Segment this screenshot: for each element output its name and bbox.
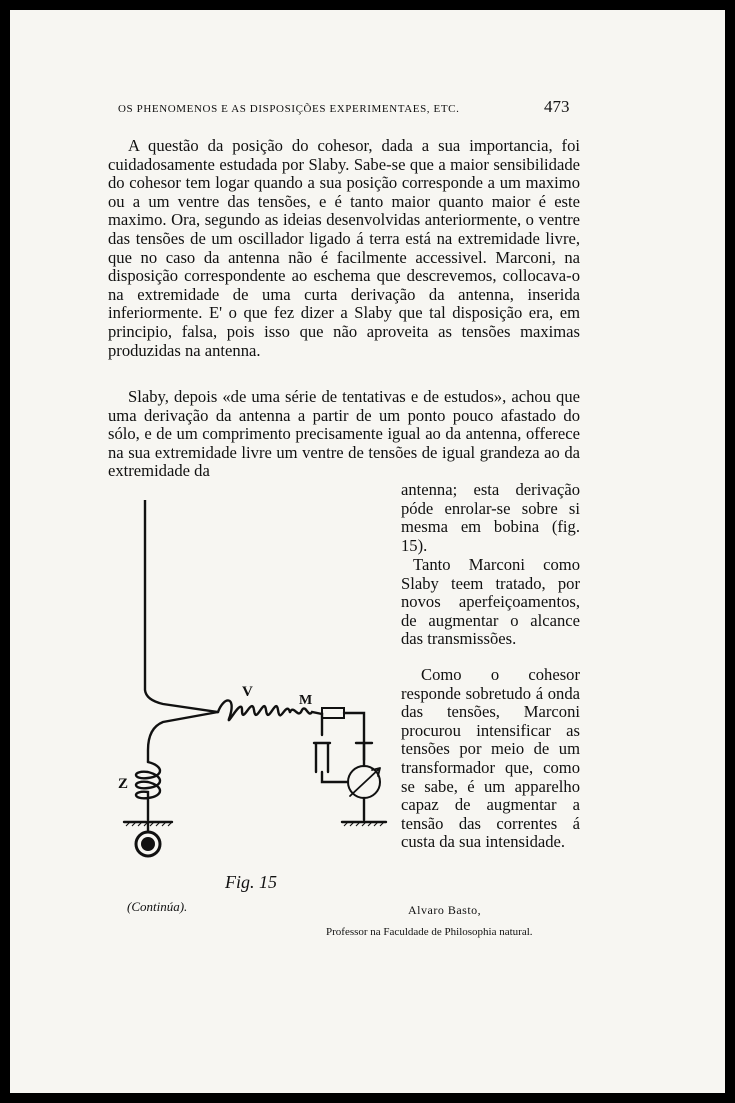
coil-v — [218, 700, 290, 720]
circuit-diagram — [118, 500, 388, 885]
coil-z — [136, 762, 160, 820]
author-name: Alvaro Basto, — [408, 903, 482, 917]
label-v: V — [242, 684, 253, 700]
page-number: 473 — [544, 97, 570, 116]
label-z: Z — [118, 776, 129, 792]
antenna-branch — [148, 712, 218, 762]
condenser — [314, 743, 330, 772]
continua-note: (Continúa). — [127, 899, 188, 914]
author-affiliation: Professor na Faculdade de Philosophia natural. — [326, 926, 533, 938]
figure-caption: Fig. 15 — [225, 872, 277, 892]
paragraph-3: antenna; esta derivação póde enrolar-se sobre si mesma em bobina (fig. 15). — [401, 480, 580, 555]
paragraph-2: Slaby, depois «de uma série de tentativas e de estudos», achou que uma derivação da antenna a partir de um ponto pouco afastado do sólo, e de um comprimento precisamente igual ao da antenna, offerece na sua extremidade livre um ventre de tensões de igual grandeza ao da extremidade da — [108, 387, 580, 481]
coil-m — [290, 708, 322, 714]
paragraph-4: Tanto Marconi como Slaby teem tratado, por novos aperfeiçoamentos, de augmentar o alcance das transmissões. — [401, 555, 580, 649]
antenna-wire — [145, 500, 218, 712]
cohesor — [322, 708, 344, 718]
paragraph-5: Como o cohesor responde sobretudo á onda das tensões, Marconi procurou intensificar as tensões por meio de um transformador que, como se sabe, é um apparelho capaz de augmentar a tensão das correntes á custa da sua intensidade. — [401, 665, 580, 852]
page — [10, 10, 725, 1093]
running-header: OS PHENOMENOS E AS DISPOSIÇÕES EXPERIMENTAES, ETC. — [118, 103, 460, 115]
paragraph-1: A questão da posição do cohesor, dada a sua importancia, foi cuidadosamente estudada por Slaby. Sabe-se que a maior sensibilidade do cohesor tem logar quando a sua posição corresponde a um maximo ou a um ventre das tensões, e é tanto maior quanto maior é este maximo. Ora, segundo as ideias desenvolvidas anteriormente, o ventre das tensões de um oscillador ligado á terra está na extremidade livre, que no caso da antenna não é facilmente accessivel. Marconi, na disposição correspondente ao eschema que descrevemos, collocava-o na extremidade de uma curta derivação da antenna, inserida inferiormente. E' o que fez dizer a Slaby que tal disposição era, em principio, falsa, pois isso que não aproveita as tensões maximas produzidas na antenna. — [108, 136, 580, 360]
label-m: M — [299, 693, 313, 708]
